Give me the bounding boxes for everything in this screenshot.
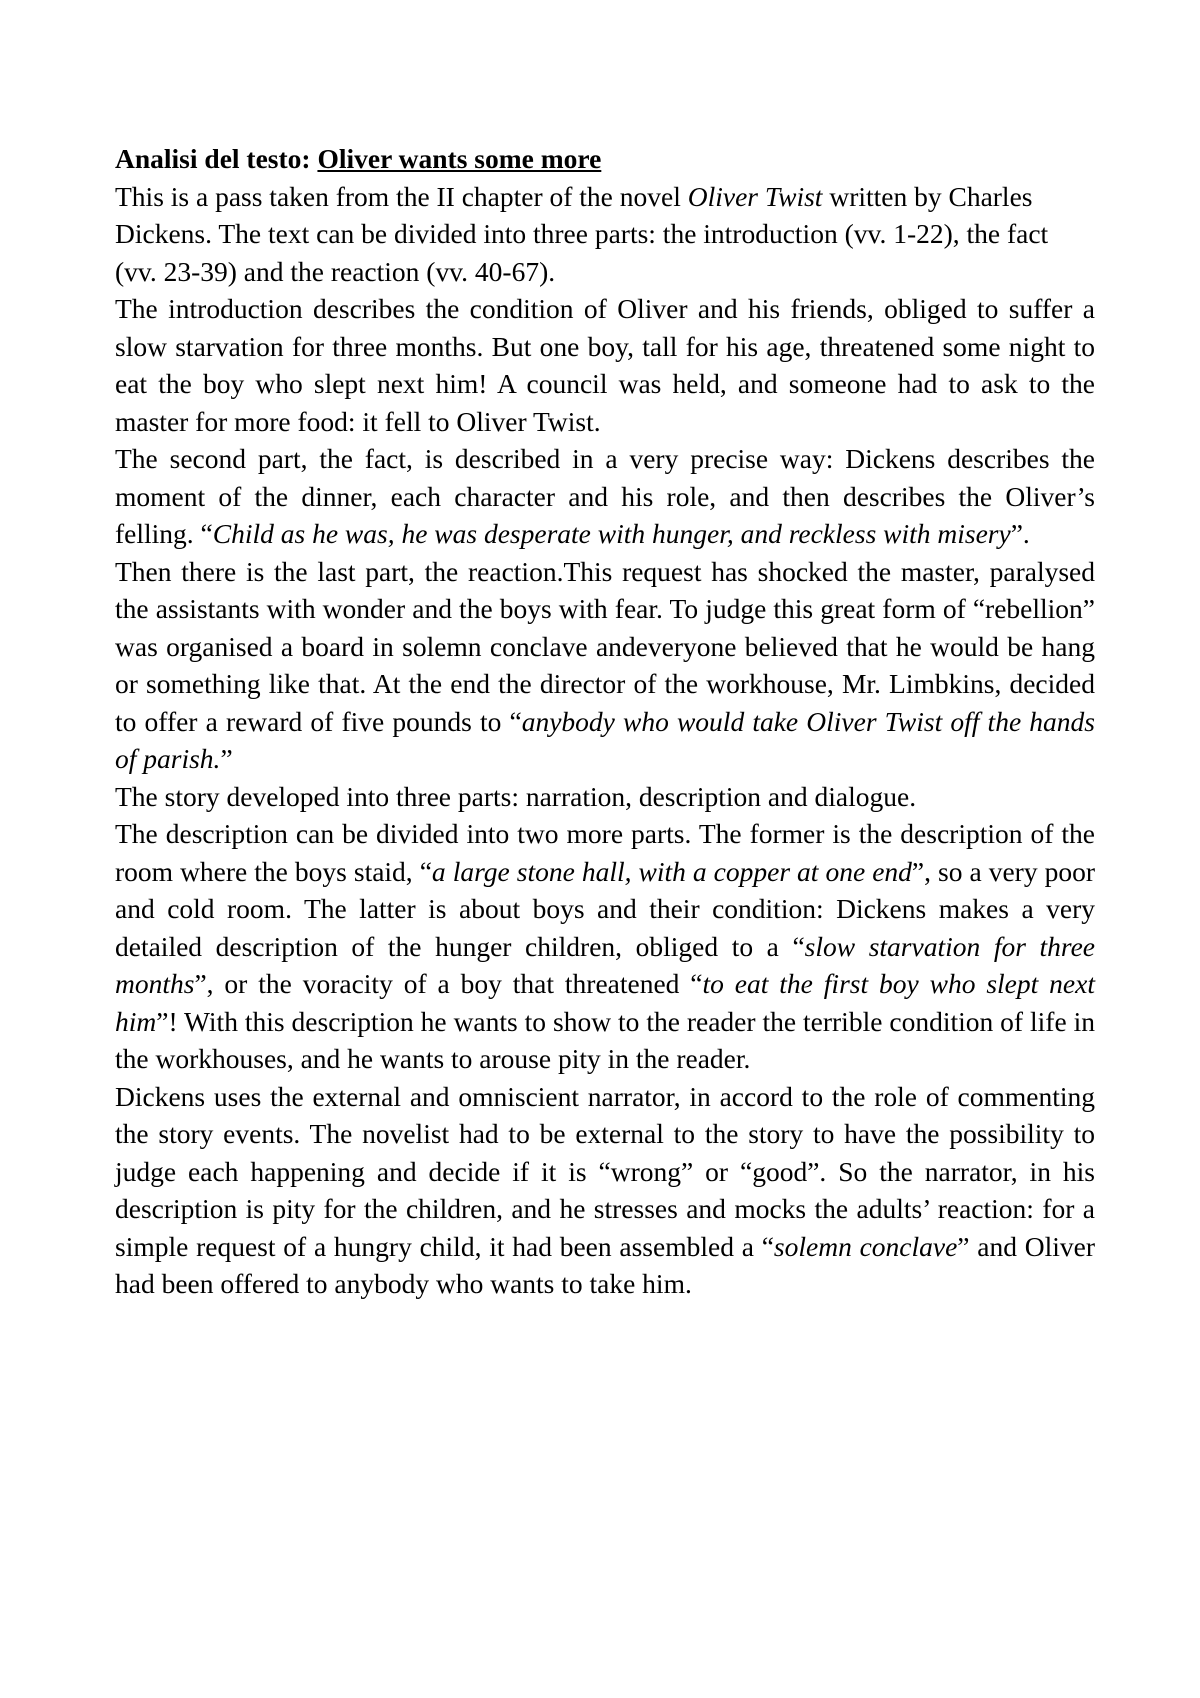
paragraph-4 (115, 553, 1095, 778)
title-prefix: Analisi del testo: (115, 143, 318, 174)
paragraph-text: The story developed into three parts: narration, description and dialogue. (115, 780, 917, 812)
paragraph-text: Then there is the last part, the reaction.This request has shocked the master, paralysed the assistants with wonder and the boys with fear. To judge this great form of “rebellion” was organised a board in solemn conclave andeveryone believed that he would be hang or something like that. At the end the director of the workhouse, Mr. Limbkins, decided to offer a reward of five pounds to “ (115, 555, 1095, 737)
document-body (115, 140, 1095, 1303)
italic-quote: Oliver Twist (687, 180, 823, 212)
paragraph-text: ”, so a very poor and cold room. The latter is about boys and their condition: Dickens makes a very detailed description of the hunger children, obliged to a “ (115, 855, 1096, 962)
paragraphs-container (115, 178, 1095, 1303)
paragraph-7 (115, 1078, 1095, 1303)
italic-quote: solemn conclave (773, 1230, 958, 1262)
paragraph-text: written by Charles Dickens. The text can be divided into three parts: the introduction (vv. 1-22), the fact (vv. 23-39) and the reaction (vv. 40-67). (115, 180, 1049, 287)
italic-quote: anybody who would take Oliver Twist off the hands of parish. (115, 705, 1095, 774)
document-title (115, 140, 1095, 178)
paragraph-2 (115, 290, 1095, 440)
paragraph-text: ”, or the voracity of a boy that threatened “ (194, 968, 703, 999)
paragraph-3 (115, 440, 1095, 553)
paragraph-6 (115, 815, 1095, 1078)
paragraph-1 (115, 178, 1095, 291)
paragraph-text: This is a pass taken from the II chapter of the novel (115, 180, 688, 212)
title-underlined: Oliver wants some more (317, 143, 602, 174)
paragraph-text: The introduction describes the condition of Oliver and his friends, obliged to suffer a slow starvation for three months. But one boy, tall for his age, threatened some night to eat the boy who slept next him! A council was held, and someone had to ask to the master for more food: it fell to Oliver Twist. (115, 293, 1095, 437)
paragraph-text: Dickens uses the external and omniscient narrator, in accord to the role of commenting the story events. The novelist had to be external to the story to have the possibility to judge each happening and decide if it is “wrong” or “good”. So the narrator, in his description is pity for the children, and he stresses and mocks the adults’ reaction: for a simple request of a hungry child, it had been assembled a “ (115, 1080, 1095, 1262)
italic-quote: a large stone hall, with a copper at one end (431, 855, 912, 887)
paragraph-text: The description can be divided into two more parts. The former is the description of the room where the boys staid, “ (115, 818, 1095, 887)
italic-quote: slow starvation for three months (115, 930, 1095, 999)
paragraph-text: ”! With this description he wants to show to the reader the terrible condition of life in the workhouses, and he wants to arouse pity in the reader. (115, 1005, 1095, 1074)
paragraph-5 (115, 778, 1095, 816)
italic-quote: Child as he was, he was desperate with hunger, and reckless with misery (212, 518, 1011, 549)
paragraph-text: The second part, the fact, is described in a very precise way: Dickens describes the moment of the dinner, each character and his role, and then describes the Oliver’s felling. “ (115, 443, 1095, 549)
paragraph-text: ” (220, 743, 233, 774)
paragraph-text: ” and Oliver had been offered to anybody who wants to take him. (115, 1230, 1095, 1299)
italic-quote: to eat the first boy who slept next him (115, 968, 1095, 1037)
paragraph-text: ”. (1010, 518, 1030, 549)
